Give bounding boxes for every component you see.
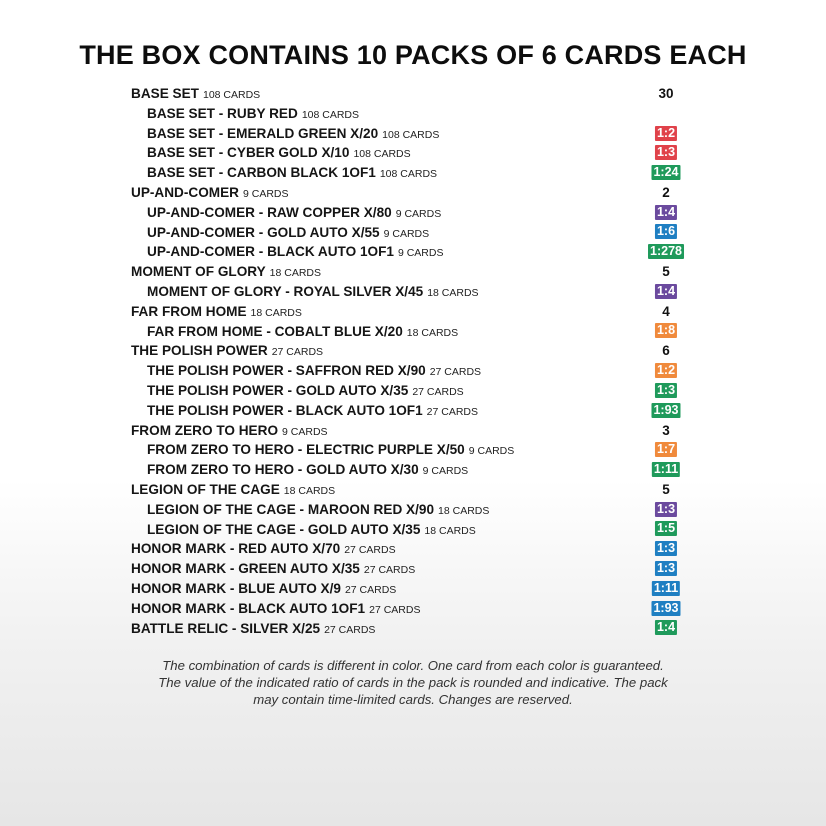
ratio-badge: 1:2: [656, 125, 676, 140]
set-name: FROM ZERO TO HERO - ELECTRIC PURPLE X/50: [147, 442, 465, 458]
cards-per-box: 2: [662, 184, 670, 200]
ratio-badge: 1:5: [656, 521, 676, 536]
ratio-badge: 1:3: [656, 561, 676, 576]
page-title: THE BOX CONTAINS 10 PACKS OF 6 CARDS EACH: [79, 40, 747, 70]
list-item-subset: [131, 381, 691, 401]
list-item-set: [131, 262, 691, 282]
footer-note: [0, 657, 826, 708]
card-count: 108 CARDS: [382, 128, 440, 141]
ratio-badge: 1:93: [653, 600, 679, 615]
set-name: BASE SET - CYBER GOLD X/10: [147, 145, 350, 161]
card-count: 108 CARDS: [379, 168, 438, 181]
list-item-subset: [131, 520, 691, 540]
list-item-set: [131, 183, 691, 203]
set-name: LEGION OF THE CAGE - GOLD AUTO X/35: [147, 521, 421, 537]
list-item-subset: [131, 361, 691, 381]
set-name: BASE SET - RUBY RED: [147, 105, 298, 121]
set-name: THE POLISH POWER: [131, 343, 268, 359]
card-count: 108 CARDS: [301, 108, 360, 121]
cards-per-box: 6: [662, 343, 670, 359]
card-count: 27 CARDS: [344, 583, 397, 596]
card-count: 108 CARDS: [353, 148, 411, 161]
card-count: 27 CARDS: [412, 385, 464, 398]
list-item-subset: [131, 322, 691, 342]
footer-line: The combination of cards is different in color. One card from each color is guaranteed.: [162, 658, 664, 673]
card-count: 18 CARDS: [250, 306, 302, 319]
set-name: HONOR MARK - RED AUTO X/70: [131, 541, 341, 557]
card-count: 18 CARDS: [424, 524, 476, 537]
set-name: THE POLISH POWER - BLACK AUTO 1OF1: [147, 402, 423, 418]
card-count: 18 CARDS: [427, 286, 479, 299]
ratio-badge: 1:3: [656, 501, 676, 516]
card-count: 108 CARDS: [202, 89, 261, 101]
card-count: 27 CARDS: [369, 603, 421, 616]
ratio-badge: 1:7: [656, 442, 676, 457]
card-count: 18 CARDS: [406, 326, 459, 339]
set-name: LEGION OF THE CAGE - MAROON RED X/90: [147, 501, 435, 517]
list-item-set: [131, 559, 691, 579]
list-item-subset: [131, 242, 691, 262]
cards-per-box: 5: [662, 481, 670, 497]
cards-per-box: 3: [662, 422, 670, 438]
set-name: UP-AND-COMER - RAW COPPER X/80: [147, 204, 392, 220]
set-name: HONOR MARK - BLUE AUTO X/9: [131, 580, 341, 596]
ratio-badge: 1:24: [653, 165, 679, 180]
list-item-subset: [131, 460, 691, 480]
list-item-subset: [131, 203, 691, 223]
list-item-subset: [131, 401, 691, 421]
card-count: 27 CARDS: [426, 405, 479, 418]
ratio-badge: 1:4: [656, 620, 676, 635]
ratio-badge: 1:93: [653, 402, 679, 417]
card-count: 27 CARDS: [271, 346, 324, 359]
list-item-subset: [131, 163, 691, 183]
card-count: 27 CARDS: [324, 623, 376, 636]
set-name: BASE SET - CARBON BLACK 1OF1: [147, 165, 376, 181]
ratio-badge: 1:278: [650, 244, 682, 259]
card-count: 27 CARDS: [344, 544, 396, 557]
card-count: 27 CARDS: [363, 564, 416, 577]
ratio-badge: 1:11: [653, 580, 679, 595]
card-count: 9 CARDS: [422, 465, 469, 478]
list-item-set: [131, 599, 691, 619]
list-item-set: [131, 421, 691, 441]
cards-per-box: 4: [662, 303, 670, 319]
card-count: 27 CARDS: [429, 366, 482, 379]
list-item-set: [131, 480, 691, 500]
cards-per-box: 5: [662, 264, 670, 280]
list-item-set: [131, 539, 691, 559]
set-name: MOMENT OF GLORY: [131, 264, 266, 280]
list-item-subset: [131, 500, 691, 520]
card-count: 18 CARDS: [269, 267, 322, 280]
set-name: FROM ZERO TO HERO - GOLD AUTO X/30: [147, 462, 419, 478]
set-name: BATTLE RELIC - SILVER X/25: [131, 620, 321, 636]
list-item-set: [131, 619, 691, 639]
set-name: BASE SET - EMERALD GREEN X/20: [147, 125, 379, 141]
card-count: 18 CARDS: [438, 504, 490, 517]
card-count: 9 CARDS: [468, 445, 515, 458]
set-name: UP-AND-COMER: [131, 184, 239, 200]
ratio-badge: 1:6: [656, 224, 676, 239]
ratio-badge: 1:3: [656, 541, 676, 556]
list-item-set: [131, 341, 691, 361]
ratio-badge: 1:8: [656, 323, 676, 338]
set-name: FROM ZERO TO HERO: [131, 422, 279, 438]
set-name: THE POLISH POWER - GOLD AUTO X/35: [147, 382, 409, 398]
set-name: UP-AND-COMER - BLACK AUTO 1OF1: [147, 244, 394, 260]
ratio-badge: 1:4: [656, 283, 676, 298]
list-item-subset: [131, 143, 691, 163]
card-count: 9 CARDS: [383, 227, 430, 240]
ratio-badge: 1:3: [656, 382, 676, 397]
set-name: BASE SET: [131, 86, 199, 101]
ratio-badge: 1:11: [653, 462, 679, 477]
set-name: HONOR MARK - GREEN AUTO X/35: [131, 561, 360, 577]
list-item-subset: [131, 440, 691, 460]
list-item-set: [131, 302, 691, 322]
set-name: HONOR MARK - BLACK AUTO 1OF1: [131, 600, 366, 616]
set-name: MOMENT OF GLORY - ROYAL SILVER X/45: [147, 283, 424, 299]
set-name: THE POLISH POWER - SAFFRON RED X/90: [147, 363, 426, 379]
list-item-subset: [131, 223, 691, 243]
card-ratio-list: [131, 84, 691, 638]
list-item-set: [131, 84, 691, 104]
list-item-subset: [131, 104, 691, 124]
ratio-badge: 1:4: [656, 204, 676, 219]
cards-per-box: 30: [658, 86, 674, 101]
set-name: UP-AND-COMER - GOLD AUTO X/55: [147, 224, 380, 240]
set-name: FAR FROM HOME: [131, 303, 247, 319]
card-count: 9 CARDS: [395, 207, 442, 220]
ratio-badge: 1:2: [656, 363, 676, 378]
ratio-badge: 1:3: [656, 145, 676, 160]
set-name: FAR FROM HOME - COBALT BLUE X/20: [147, 323, 403, 339]
list-item-subset: [131, 124, 691, 144]
list-item-set: [131, 579, 691, 599]
card-count: 9 CARDS: [282, 425, 328, 438]
set-name: LEGION OF THE CAGE: [131, 481, 280, 497]
card-count: 9 CARDS: [243, 187, 289, 200]
list-item-subset: [131, 282, 691, 302]
card-count: 9 CARDS: [397, 247, 444, 260]
footer-line: The value of the indicated ratio of cards in the pack is rounded and indicative. The pack: [158, 675, 668, 690]
card-count: 18 CARDS: [283, 484, 336, 497]
footer-line: may contain time-limited cards. Changes are reserved.: [253, 692, 573, 707]
